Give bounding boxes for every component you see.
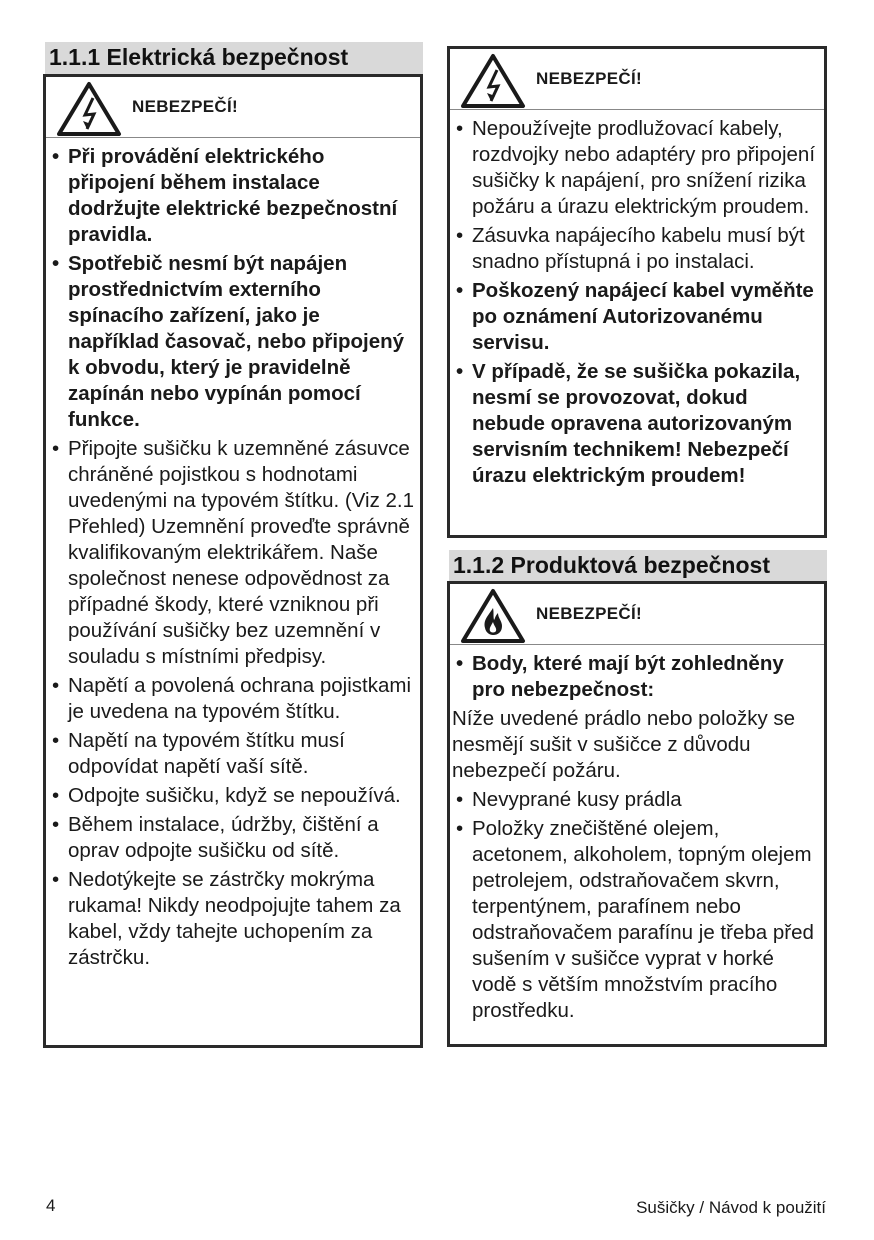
list-item: • Napětí na typovém štítku musí odpovídat napětí vaší sítě. [50,728,414,780]
list-item: • Během instalace, údržby, čištění a oprav odpojte sušičku od sítě. [50,812,414,864]
electric-shock-warning-icon [460,53,526,109]
list-item: • V případě, že se sušička pokazila, nesmí se provozovat, dokud nebude opravena autorizovaným servisním technikem! Nebezpečí úrazu elektrickým proudem! [454,359,818,489]
list-item: • Body, které mají být zohledněny pro nebezpečnost: [454,651,818,703]
section-heading-electrical-safety: 1.1.1 Elektrická bezpečnost [45,42,423,74]
list-item: • Poškozený napájecí kabel vyměňte po oznámení Autorizovanému servisu. [454,278,818,356]
fire-warning-icon [460,588,526,644]
list-item: • Nepoužívejte prodlužovací kabely, rozdvojky nebo adaptéry pro připojení sušičky k napájení, pro snížení rizika požáru a úrazu elektrickým proudem. [454,116,818,220]
list-item: • Zásuvka napájecího kabelu musí být snadno přístupná i po instalaci. [454,223,818,275]
electrical-safety-list [50,144,414,971]
warning-header [450,49,824,110]
warning-title: NEBEZPEČÍ! [132,97,238,116]
fire-hazard-paragraph: Níže uvedené prádlo nebo položky se nesmějí sušit v sušičce z důvodu nebezpečí požáru. [452,707,796,782]
list-item: • Nevyprané kusy prádla [454,787,818,813]
list-item: • Položky znečištěné olejem, acetonem, alkoholem, topným olejem petrolejem, odstraňovačem skvrn, terpentýnem, parafínem nebo odstraňovačem parafínu je třeba před sušením v sušičce vyprat v horké vodě s větším množstvím pracího prostředku. [454,816,818,1024]
document-title: Sušičky / Návod k použití [636,1198,826,1217]
list-item: • Odpojte sušičku, když se nepoužívá. [50,783,414,809]
fire-danger-box [447,581,827,1047]
list-item: • Nedotýkejte se zástrčky mokrýma rukama! Nikdy neodpojujte tahem za kabel, vždy tahejte uchopením za zástrčku. [50,867,414,971]
electrical-danger-box [43,74,423,1048]
warning-title: NEBEZPEČÍ! [536,604,642,623]
power-connection-list [454,116,818,489]
list-item: • Připojte sušičku k uzemněné zásuvce chráněné pojistkou s hodnotami uvedenými na typovém štítku. (Viz 2.1 Přehled) Uzemnění proveďte správně kvalifikovaným elektrikářem. Naše společnost nenese odpovědnost za případné škody, které vzniknou při používání sušičky bez uzemnění v souladu s místními předpisy. [50,436,414,670]
list-item: • Spotřebič nesmí být napájen prostřednictvím externího spínacího zařízení, jako je například časovač, nebo připojený k obvodu, který je pravidelně zapínán nebo vypínán pomocí funkce. [50,251,414,433]
list-item: • Napětí a povolená ochrana pojistkami je uvedena na typovém štítku. [50,673,414,725]
list-item: • Při provádění elektrického připojení během instalace dodržujte elektrické bezpečnostní pravidla. [50,144,414,248]
warning-header [46,77,420,138]
page-number: 4 [46,1196,56,1215]
fire-hazard-items-list [454,787,818,1024]
hazard-points-list [454,651,818,703]
power-connection-danger-box [447,46,827,538]
section-heading-product-safety: 1.1.2 Produktová bezpečnost [449,550,827,581]
warning-header [450,584,824,645]
warning-title: NEBEZPEČÍ! [536,69,642,88]
electric-shock-warning-icon [56,81,122,137]
